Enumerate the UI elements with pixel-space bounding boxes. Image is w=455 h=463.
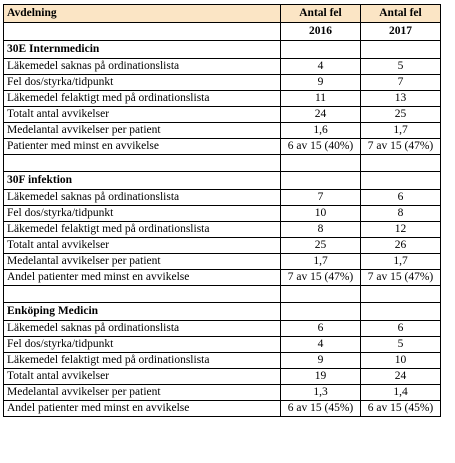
value-2016: 6 av 15 (45%) xyxy=(281,401,361,417)
value-2017: 5 xyxy=(361,59,441,75)
value-2016: 1,7 xyxy=(281,254,361,270)
error-count-table xyxy=(3,4,441,417)
value-2016: 8 xyxy=(281,222,361,238)
spacer-cell xyxy=(4,286,281,303)
value-2016: 9 xyxy=(281,353,361,369)
value-2016: 4 xyxy=(281,59,361,75)
table-header-row xyxy=(4,5,441,23)
table-row xyxy=(4,190,441,206)
row-label: Läkemedel saknas på ordinationslista xyxy=(4,59,281,75)
section-header-30f xyxy=(4,172,441,190)
row-label: Andel patienter med minst en avvikelse xyxy=(4,401,281,417)
table-row xyxy=(4,91,441,107)
table-row xyxy=(4,238,441,254)
value-2016: 6 av 15 (40%) xyxy=(281,139,361,155)
value-2016: 4 xyxy=(281,337,361,353)
spacer-row xyxy=(4,286,441,303)
value-2017: 6 xyxy=(361,321,441,337)
value-2016: 19 xyxy=(281,369,361,385)
value-2017: 25 xyxy=(361,107,441,123)
section-header-30e xyxy=(4,41,441,59)
row-label: Läkemedel felaktigt med på ordinationslista xyxy=(4,222,281,238)
value-2016: 10 xyxy=(281,206,361,222)
value-2017: 1,4 xyxy=(361,385,441,401)
table-row xyxy=(4,401,441,417)
table-row xyxy=(4,369,441,385)
row-label: Totalt antal avvikelser xyxy=(4,369,281,385)
spacer-cell xyxy=(281,155,361,172)
table-row xyxy=(4,123,441,139)
spacer-cell xyxy=(361,286,441,303)
value-2016: 25 xyxy=(281,238,361,254)
value-2017: 1,7 xyxy=(361,123,441,139)
table-row xyxy=(4,139,441,155)
value-2016: 1,3 xyxy=(281,385,361,401)
row-label: Patienter med minst en avvikelse xyxy=(4,139,281,155)
table-row xyxy=(4,337,441,353)
row-label: Fel dos/styrka/tidpunkt xyxy=(4,75,281,91)
row-label: Andel patienter med minst en avvikelse xyxy=(4,270,281,286)
header-errors-2016: Antal fel xyxy=(281,5,361,23)
table-year-row xyxy=(4,23,441,41)
value-2017: 13 xyxy=(361,91,441,107)
row-label: Totalt antal avvikelser xyxy=(4,238,281,254)
section-blank xyxy=(281,172,361,190)
row-label: Läkemedel felaktigt med på ordinationslista xyxy=(4,353,281,369)
row-label: Medelantal avvikelser per patient xyxy=(4,254,281,270)
value-2017: 12 xyxy=(361,222,441,238)
row-label: Medelantal avvikelser per patient xyxy=(4,385,281,401)
value-2017: 8 xyxy=(361,206,441,222)
value-2017: 6 av 15 (45%) xyxy=(361,401,441,417)
value-2016: 7 av 15 (47%) xyxy=(281,270,361,286)
table-row xyxy=(4,270,441,286)
section-title: Enköping Medicin xyxy=(4,303,281,321)
spacer-row xyxy=(4,155,441,172)
header-department: Avdelning xyxy=(4,5,281,23)
value-2017: 7 xyxy=(361,75,441,91)
row-label: Totalt antal avvikelser xyxy=(4,107,281,123)
value-2016: 24 xyxy=(281,107,361,123)
row-label: Fel dos/styrka/tidpunkt xyxy=(4,337,281,353)
value-2016: 9 xyxy=(281,75,361,91)
table-row xyxy=(4,254,441,270)
value-2017: 5 xyxy=(361,337,441,353)
value-2016: 1,6 xyxy=(281,123,361,139)
table-row xyxy=(4,206,441,222)
section-title: 30F infektion xyxy=(4,172,281,190)
section-header-enkoping xyxy=(4,303,441,321)
value-2017: 6 xyxy=(361,190,441,206)
section-blank xyxy=(361,303,441,321)
spacer-cell xyxy=(4,155,281,172)
table-row xyxy=(4,321,441,337)
value-2017: 7 av 15 (47%) xyxy=(361,270,441,286)
table-row xyxy=(4,75,441,91)
spacer-cell xyxy=(281,286,361,303)
value-2016: 6 xyxy=(281,321,361,337)
value-2017: 7 av 15 (47%) xyxy=(361,139,441,155)
section-blank xyxy=(361,41,441,59)
table-row xyxy=(4,107,441,123)
year-row-blank xyxy=(4,23,281,41)
year-2017: 2017 xyxy=(361,23,441,41)
section-blank xyxy=(281,41,361,59)
table-row xyxy=(4,222,441,238)
row-label: Läkemedel saknas på ordinationslista xyxy=(4,190,281,206)
value-2017: 26 xyxy=(361,238,441,254)
table-row xyxy=(4,385,441,401)
row-label: Medelantal avvikelser per patient xyxy=(4,123,281,139)
spacer-cell xyxy=(361,155,441,172)
header-errors-2017: Antal fel xyxy=(361,5,441,23)
table-row xyxy=(4,59,441,75)
section-blank xyxy=(361,172,441,190)
value-2016: 7 xyxy=(281,190,361,206)
table-row xyxy=(4,353,441,369)
value-2017: 10 xyxy=(361,353,441,369)
row-label: Läkemedel saknas på ordinationslista xyxy=(4,321,281,337)
value-2016: 11 xyxy=(281,91,361,107)
row-label: Fel dos/styrka/tidpunkt xyxy=(4,206,281,222)
year-2016: 2016 xyxy=(281,23,361,41)
row-label: Läkemedel felaktigt med på ordinationslista xyxy=(4,91,281,107)
section-title: 30E Internmedicin xyxy=(4,41,281,59)
value-2017: 24 xyxy=(361,369,441,385)
value-2017: 1,7 xyxy=(361,254,441,270)
section-blank xyxy=(281,303,361,321)
